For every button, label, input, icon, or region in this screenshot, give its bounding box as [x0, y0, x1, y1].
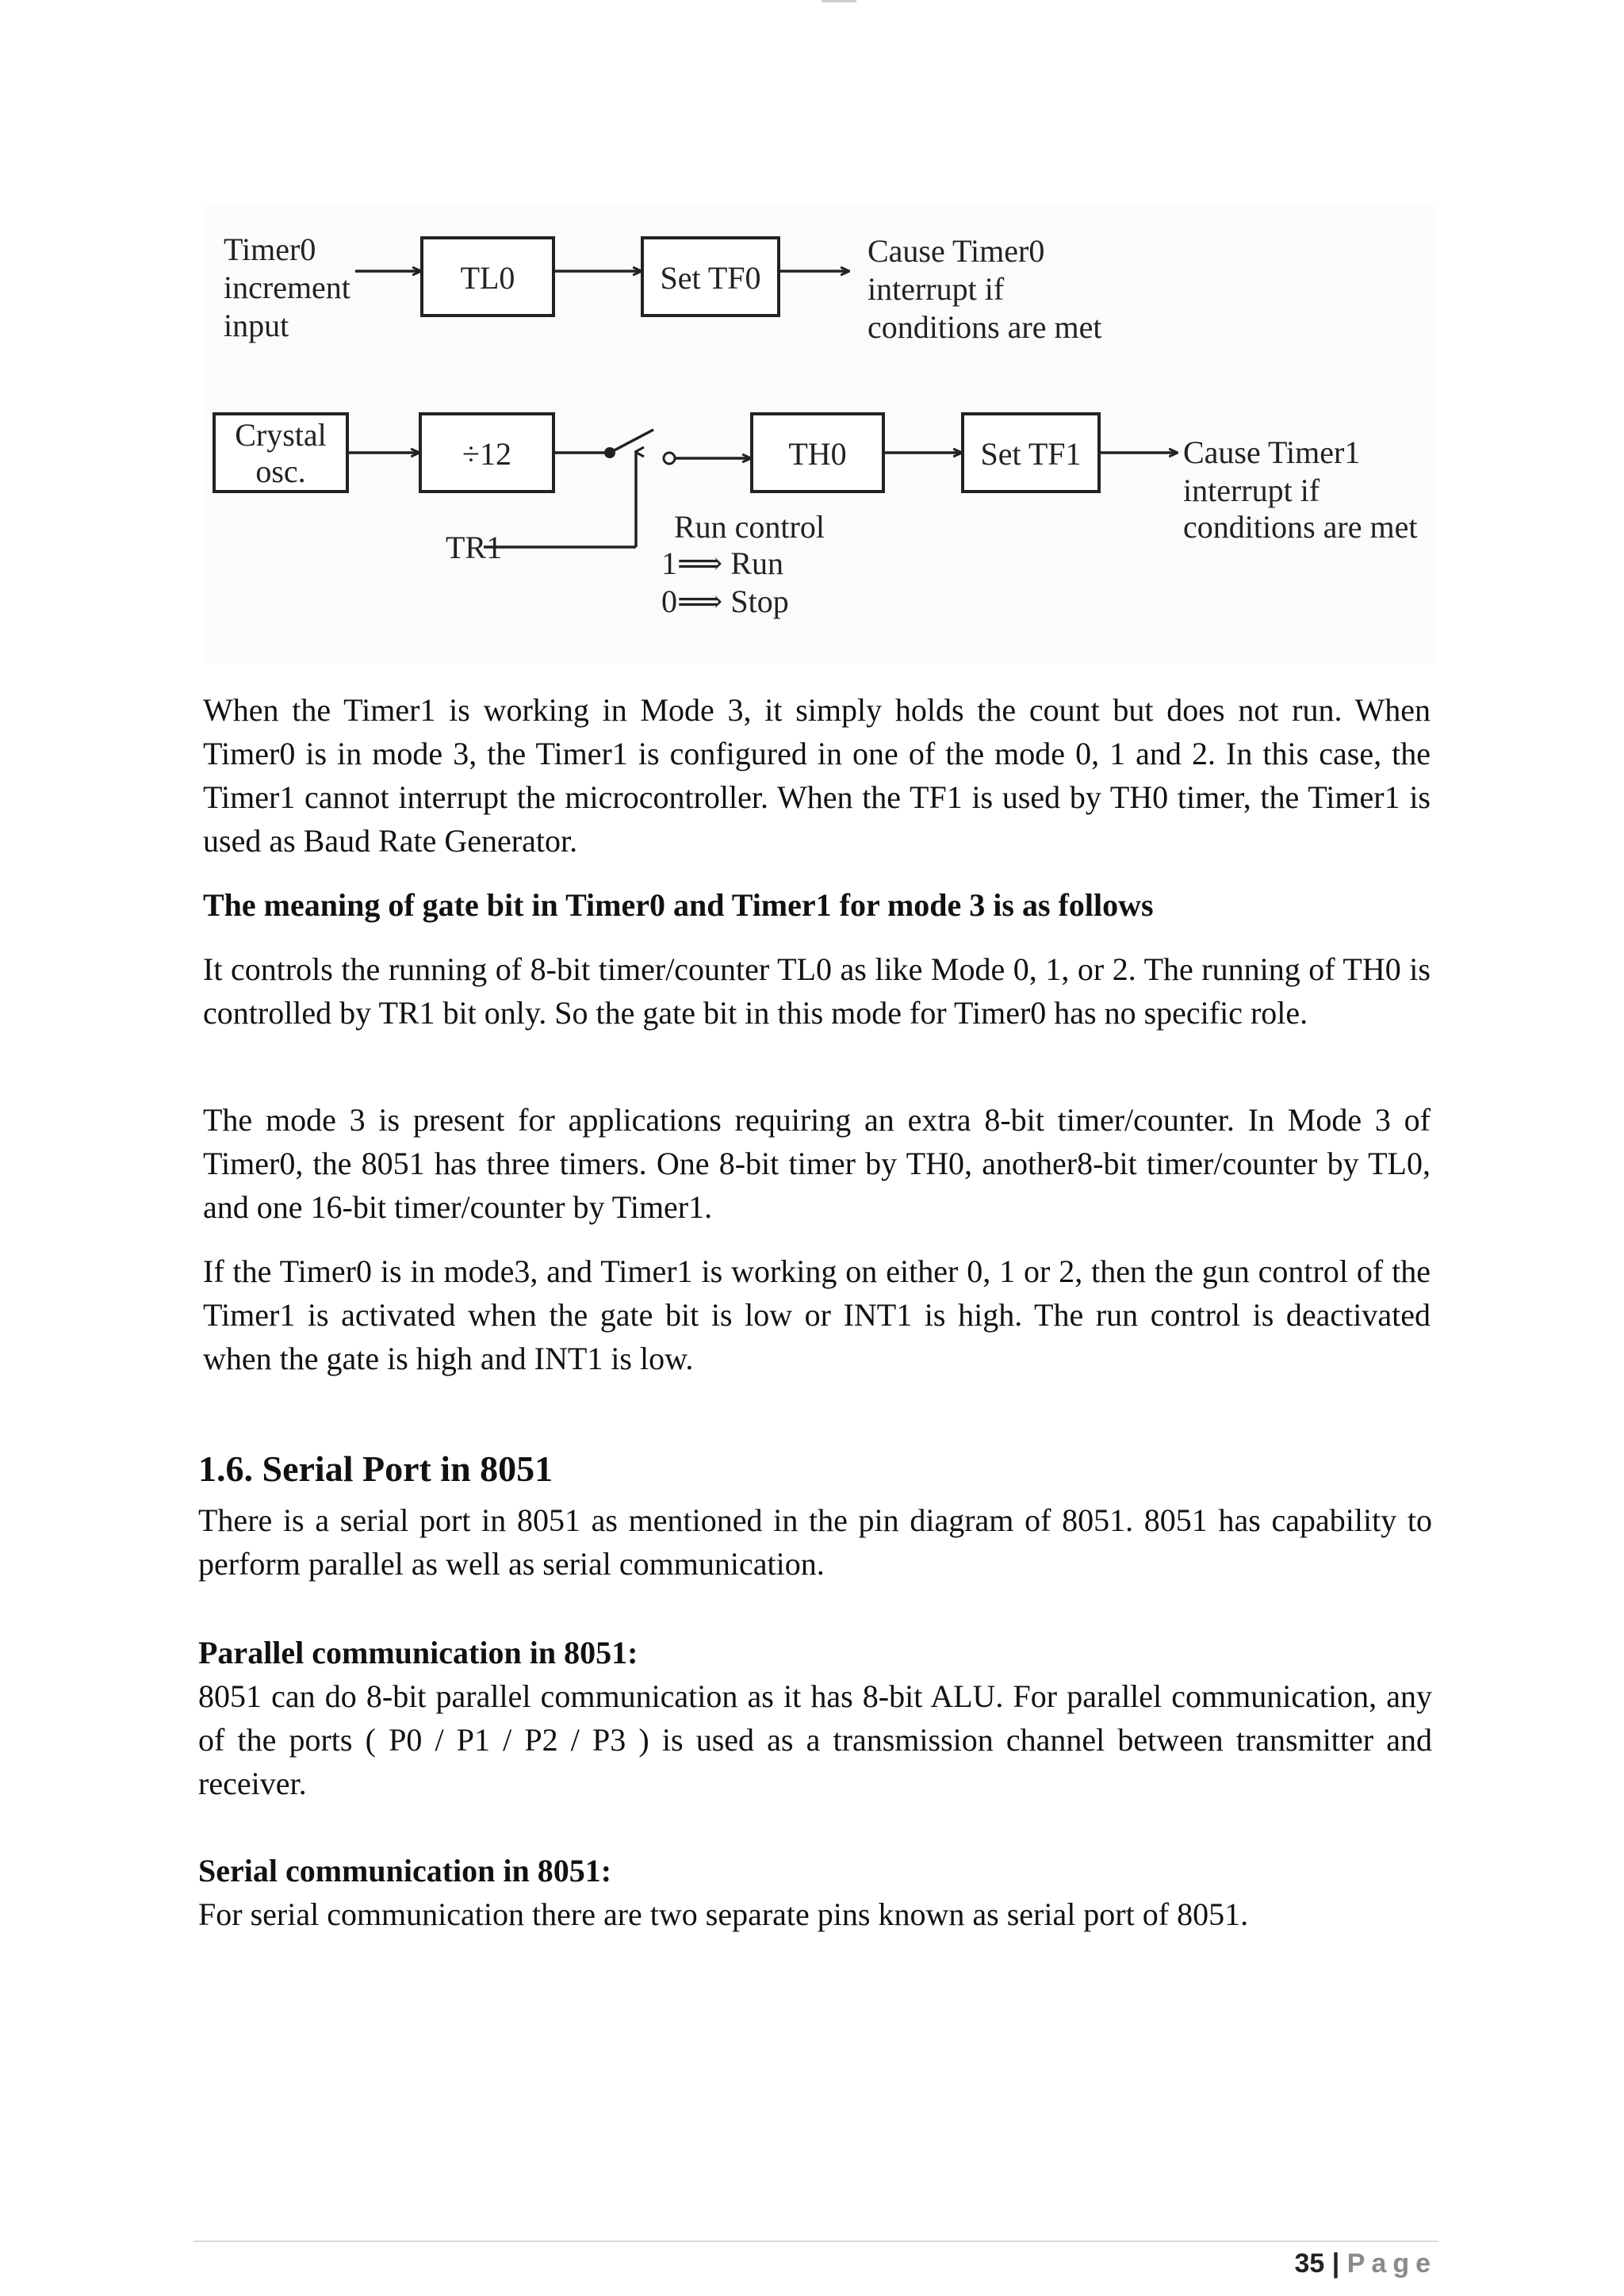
div12-label: ÷12 [462, 436, 511, 472]
paragraph-gun-control: If the Timer0 is in mode3, and Timer1 is working on either 0, 1 or 2, then the gun control of the Timer1 is activated when the gate bit is low or INT1 is high. The run control is deactivated when the gate is high and INT1 is low. [203, 1253, 1431, 1376]
page-number: 35 [1294, 2248, 1325, 2279]
timer-mode3-diagram [205, 205, 1435, 664]
paragraph-mode3-extra-timer: The mode 3 is present for applications requiring an extra 8-bit timer/counter. In Mode 3 of Timer0, the 8051 has three timers. One 8-bit timer by TH0, another8-bit timer/counter by TL0, and one 16-bit timer/counter by Timer1. [203, 1102, 1431, 1225]
paragraph-gate-bit: It controls the running of 8-bit timer/counter TL0 as like Mode 0, 1, or 2. The running of TH0 is controlled by TR1 bit only. So the gate bit in this mode for Timer0 has no specific role. [203, 951, 1431, 1031]
cause-timer1-label-2: interrupt if [1183, 473, 1320, 508]
top-mark [822, 0, 856, 2]
page-footer [1294, 2248, 1437, 2279]
paragraph-timer1-mode3: When the Timer1 is working in Mode 3, it simply holds the count but does not run. When Timer0 is in mode 3, the Timer1 is configured in one of the mode 0, 1 and 2. In this case, the Timer1 cannot interrupt the microcontroller. When the TF1 is used by TH0 timer, the Timer1 is used as Baud Rate Generator. [203, 692, 1431, 859]
serial-heading: Serial communication in 8051: [198, 1853, 612, 1888]
cause-timer0-label-2: interrupt if [868, 271, 1005, 307]
page-word: Page [1346, 2248, 1437, 2279]
th0-label: TH0 [788, 436, 847, 472]
run-control-label: Run control [674, 509, 825, 545]
parallel-heading: Parallel communication in 8051: [198, 1635, 638, 1670]
section-title: 1.6. Serial Port in 8051 [198, 1448, 553, 1489]
cause-timer0-label-1: Cause Timer0 [868, 233, 1045, 269]
parallel-text: 8051 can do 8-bit parallel communication as it has 8-bit ALU. For parallel communication, any of the ports ( P0 / P1 / P2 / P3 ) is used as a transmission channel between transmitter and receiver. [198, 1678, 1432, 1801]
serial-text: For serial communication there are two separate pins known as serial port of 8051. [198, 1896, 1249, 1932]
set-tf0-label: Set TF0 [660, 260, 761, 296]
tr1-label: TR1 [446, 530, 503, 565]
gate-bit-heading: The meaning of gate bit in Timer0 and Timer1 for mode 3 is as follows [203, 887, 1154, 923]
timer0-input-label-1: Timer0 [224, 232, 316, 267]
tl0-label: TL0 [460, 260, 515, 296]
switch-arm [610, 430, 653, 453]
cause-timer1-label-1: Cause Timer1 [1183, 434, 1361, 470]
cause-timer0-label-3: conditions are met [868, 309, 1102, 345]
page-separator: | [1331, 2248, 1340, 2279]
timer0-input-label-2: increment [224, 270, 350, 305]
serial-port-intro: There is a serial port in 8051 as mentioned in the pin diagram of 8051. 8051 has capability to perform parallel as well as serial communication. [198, 1502, 1432, 1582]
run-label: 1⟹ Run [661, 545, 784, 581]
crystal-label-2: osc. [255, 453, 306, 489]
stop-label: 0⟹ Stop [661, 584, 789, 619]
switch-contact [664, 453, 675, 464]
cause-timer1-label-3: conditions are met [1183, 509, 1418, 545]
set-tf1-label: Set TF1 [980, 436, 1082, 472]
timer0-input-label-3: input [224, 308, 289, 343]
crystal-label-1: Crystal [235, 417, 327, 453]
footer-rule [193, 2241, 1438, 2242]
